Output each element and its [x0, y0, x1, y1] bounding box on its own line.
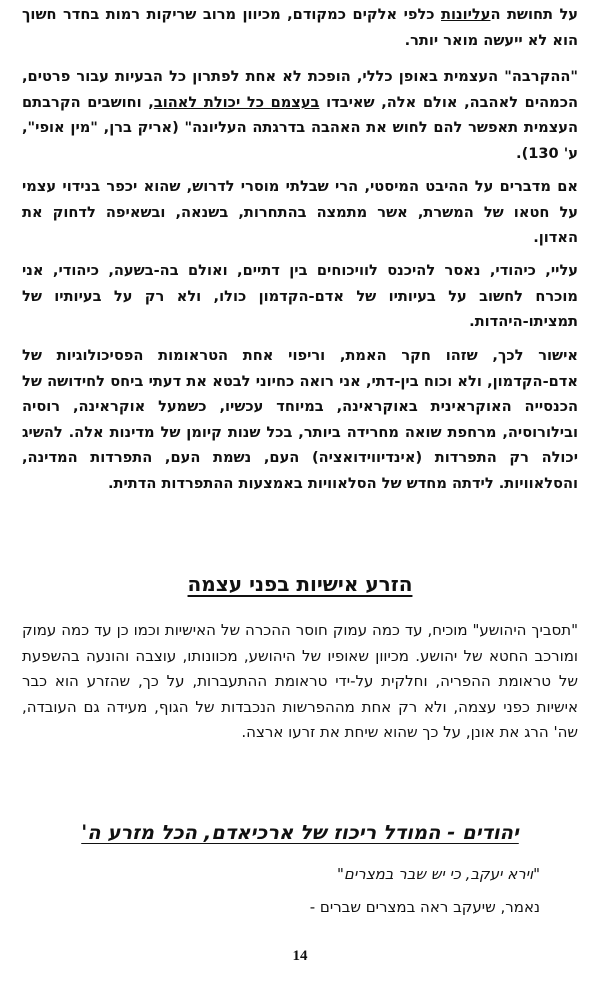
quote-line-1: "וירא יעקב, כי יש שבר במצרים" [337, 865, 540, 883]
paragraph-1-text-a: על תחושת ה [490, 6, 578, 23]
paragraph-5: אישור לכך, שזהו חקר האמת, וריפוי אחת הטראומות הפסיכולוגיות של אדם-הקדמון, ולא וכוח בין-דתי, אני רואה כחיוני לבטא את דעתי ביחס לחידושה של הכנסייה האוקראינית באוקראינה, במיוחד עכשיו, כשמעל אוקראינה, רוסיה ובילורוסיה, מרחפת שואה מחרידה ביותר, בכל שנות קיומן של מדינות אלה. להשיג יכולה רק התפרדות (אינדיווידואציה) העם, נשמת העם, התפרדות המדינה, והסלאוויות. לידתה מחדש של הסלאוויות באמצעות ההתפרדות הדתית. [22, 347, 578, 492]
paragraph-2-text-b: , וחושבים הקרבתם העצמית תאפשר להם לחוש את האהבה בדרגתה העליונה" (אריק ברן, "מין אופי", ע' 130). [22, 93, 578, 162]
paragraph-2 [22, 64, 578, 166]
quote-line-2: נאמר, שיעקב ראה במצרים שברים - [309, 898, 540, 916]
paragraph-1-underlined: עליונות [441, 6, 491, 23]
paragraph-2-text-a: "ההקרבה" העצמית באופן כללי, הופכת לא אחת לפתרון כל הבעיות עבור פרטים, הכמהים לאהבה, אולם אלה, שאיבדו [22, 68, 579, 111]
section-heading-seed: הזרע אישיות בפני עצמה [187, 572, 413, 596]
paragraph-3: אם מדברים על ההיבט המיסטי, הרי שבלתי מוסרי לדרוש, שהוא יכפר בנידוי עצמי על חטאו של המשרת, אשר מתמצה בהתחרות, בשנאה, ובשאיפה לדחוק את האדון. [22, 178, 578, 246]
page-number: 14 [292, 948, 308, 964]
paragraph-1-text-b: כלפי אלקים כמקודם, מכיוון מרוב שריקות רמות בחדר חשוך הוא לא ייעשה מואר יותר. [22, 6, 578, 49]
paragraph-1 [22, 2, 578, 53]
paragraph-6: "תסביך היהושע" מוכיח, עד כמה עמוק חוסר ההכרה של האישיות וכמו כן עד כמה עמוק ומורכב החטא של יהושע. מכיוון שאופיו של היהושע, מכוונותו, עוצבה והונעה בהשפעת של טראומת ההפריה, וחלקית על-ידי טראומת ההתעברות, על כך, שהזרע הוא כבר אישיות כפני עצמה, ולא רק אחת מההפרשות הנכבדות של הגוף, מעידה גם העובדה, שה' הרג את אונן, על כך שהוא שיחת את זרעו ארצה. [22, 621, 578, 741]
section-heading-jews: יהודים - המודל ריכוז של ארכיאדם, הכל מזרע ה' [81, 821, 519, 844]
paragraph-2-underlined: בעצמם כל יכולת לאהוב [153, 93, 320, 111]
paragraph-4: עליי, כיהודי, נאסר להיכנס לוויכוחים בין דתיים, ואולם בה-בשעה, כיהודי, אני מוכרח לחשוב על בעיותיו של אדם-הקדמון כולו, ולא רק על בעיותיו של תמציתו-היהדות. [22, 262, 578, 330]
